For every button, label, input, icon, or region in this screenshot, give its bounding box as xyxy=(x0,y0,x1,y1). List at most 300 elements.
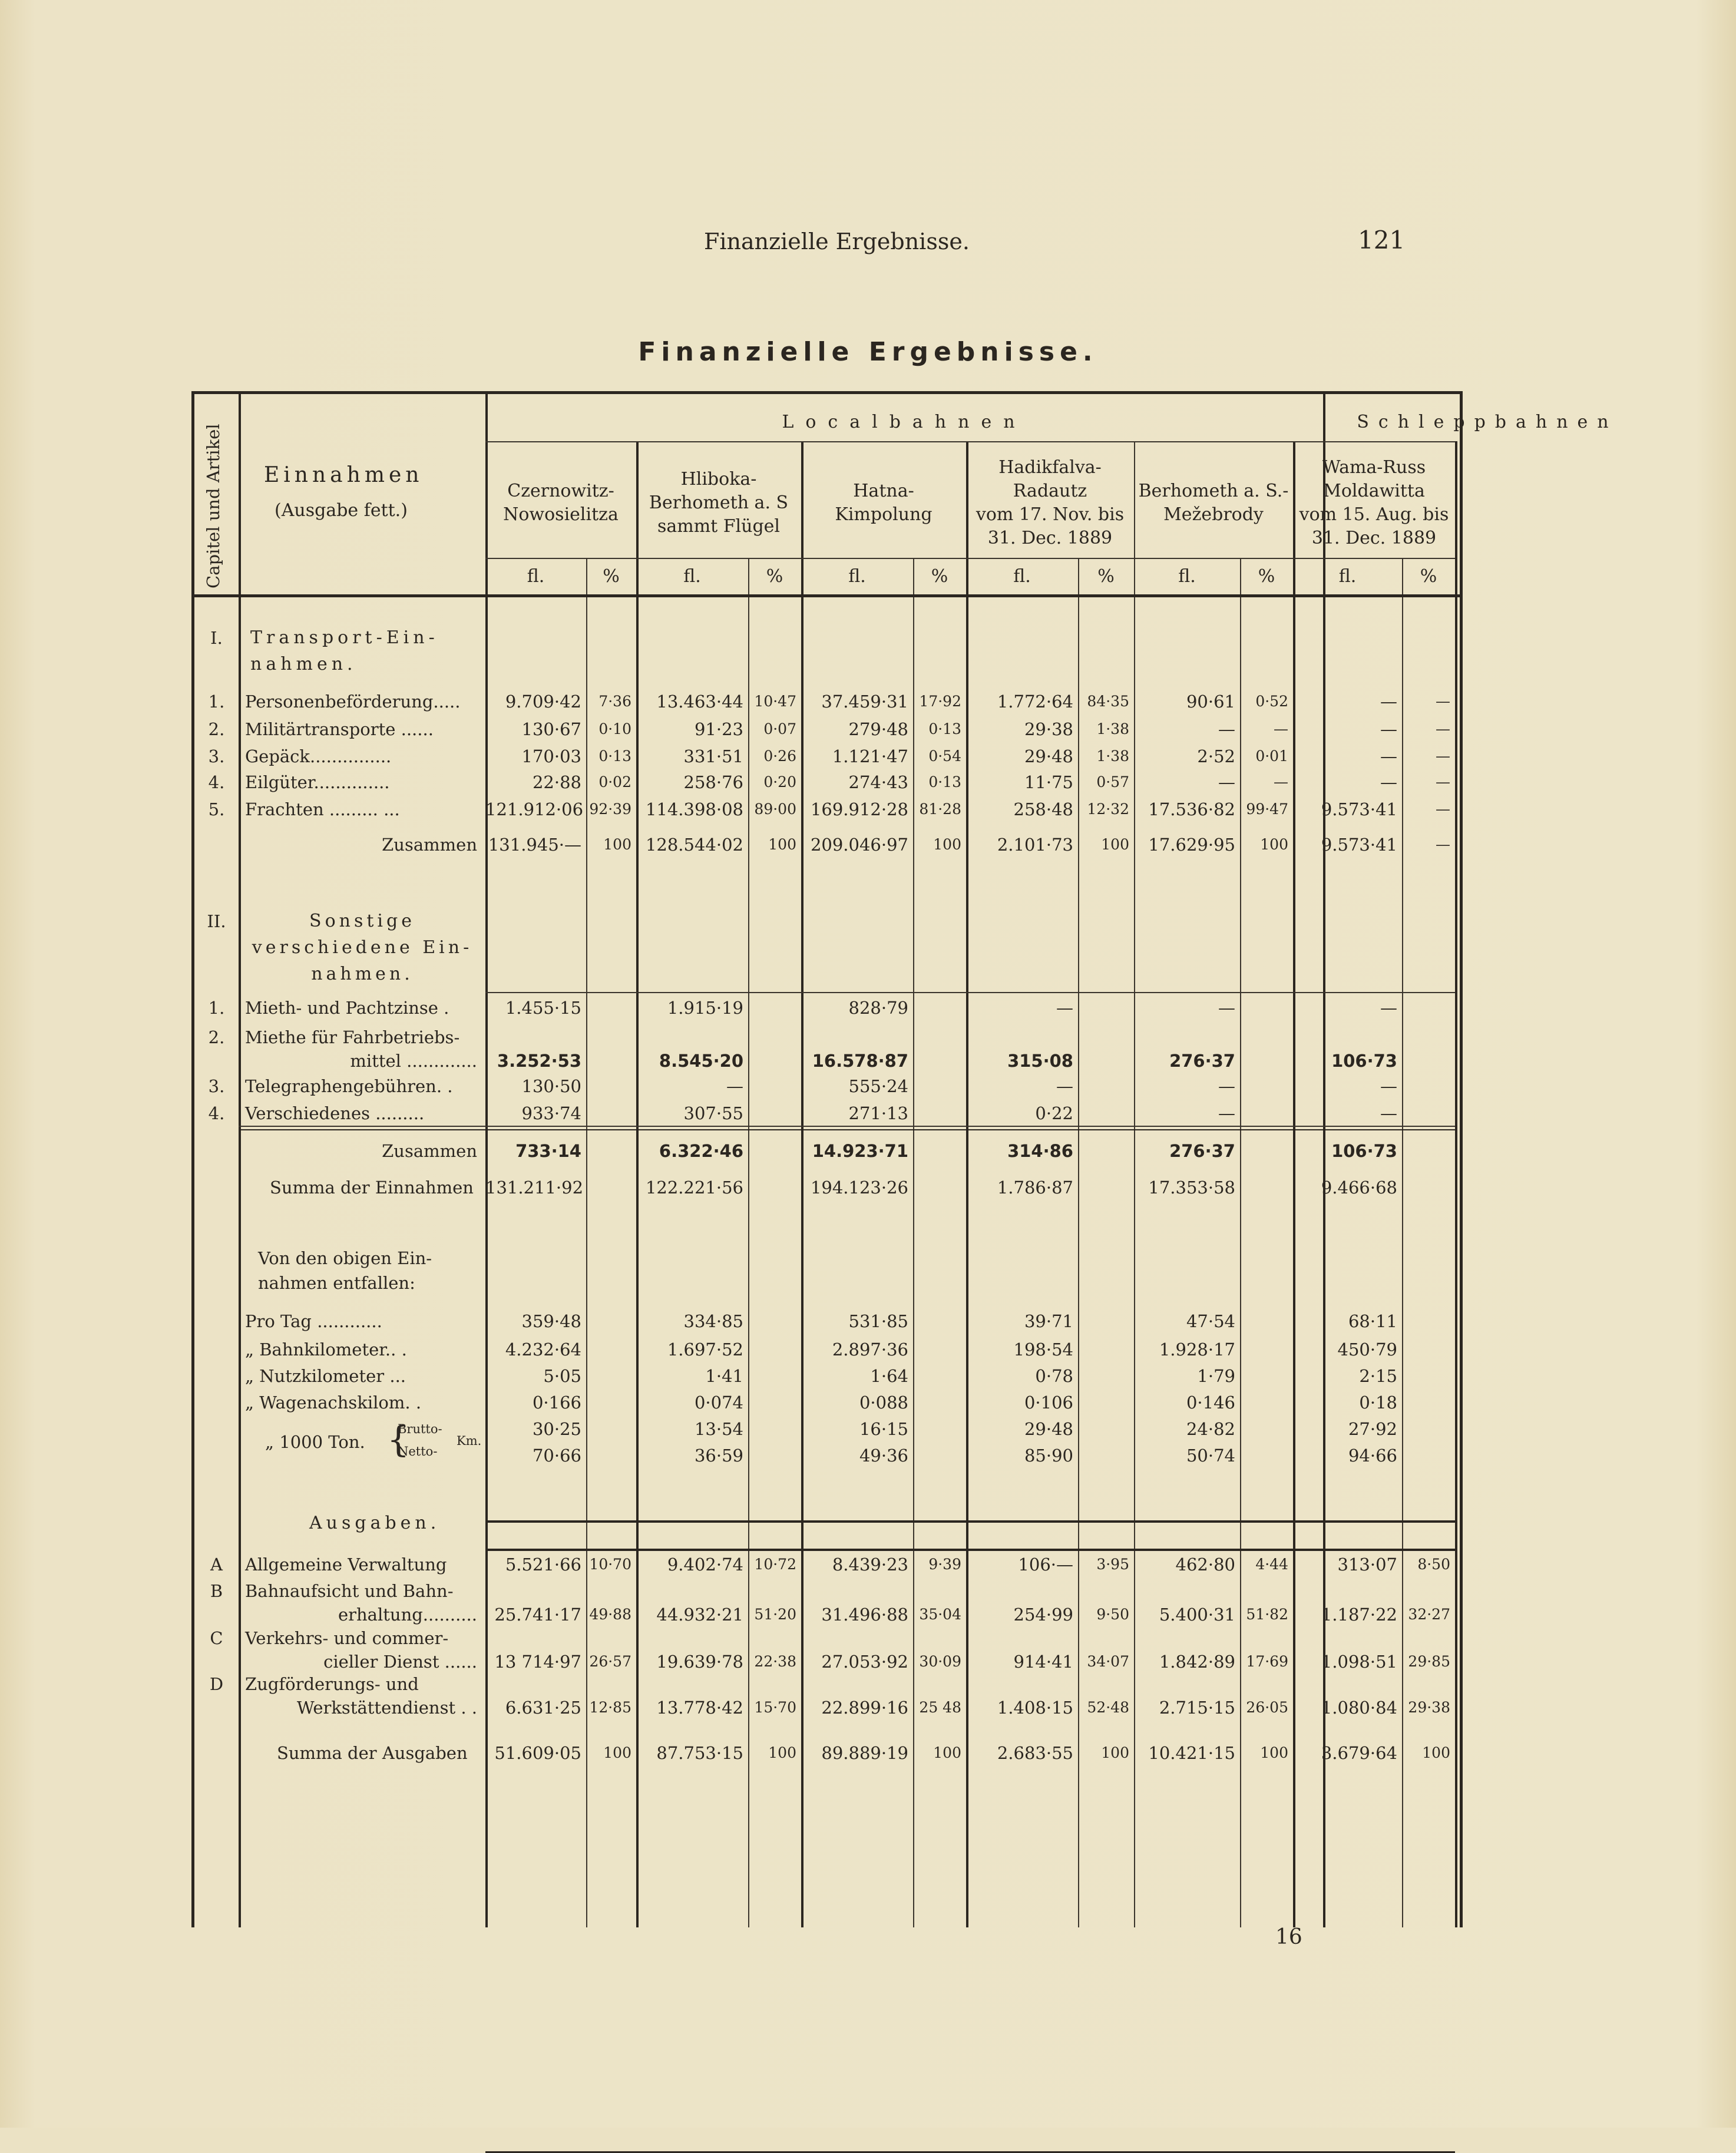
pct-value: 29·38 xyxy=(1408,1699,1450,1716)
pct-value: 100 xyxy=(603,1744,631,1761)
section-title: Sonstige xyxy=(309,911,415,931)
fl-value: 359·48 xyxy=(521,1311,581,1331)
pct-value: 100 xyxy=(1422,1744,1450,1761)
pct-value: 29·85 xyxy=(1408,1653,1450,1670)
fl-value: 13·54 xyxy=(694,1419,743,1439)
fl-value: 19.639·78 xyxy=(656,1652,743,1672)
row-number: D xyxy=(209,1674,224,1694)
fl-value: 314·86 xyxy=(1007,1141,1073,1161)
fl-value: 1.408·15 xyxy=(997,1698,1073,1718)
fl-value: 70·66 xyxy=(532,1446,581,1466)
row-number: II. xyxy=(207,911,226,931)
fl-value: 3.252·53 xyxy=(497,1051,581,1071)
fl-value: 91·23 xyxy=(694,719,743,739)
fl-value: 1.080·84 xyxy=(1321,1698,1397,1718)
pct-value: 30·09 xyxy=(919,1653,961,1670)
capitel-header: Capitel und Artikel xyxy=(203,424,223,588)
pct-value: 7·36 xyxy=(598,693,631,710)
unit-row-separator xyxy=(485,558,1455,559)
pct-value: 100 xyxy=(1101,1744,1129,1761)
fl-value: 3.679·64 xyxy=(1321,1743,1397,1763)
unit-fl: fl. xyxy=(848,566,866,587)
fl-value: 24·82 xyxy=(1186,1419,1235,1439)
pct-value: 100 xyxy=(933,1744,961,1761)
pct-value: 0·20 xyxy=(763,773,796,791)
row-label: Gepäck............... xyxy=(245,746,392,766)
zusammen2-rule-top xyxy=(239,1129,1455,1130)
row-label-cont: Werkstättendienst . . xyxy=(296,1698,477,1718)
fl-value: 1.187·22 xyxy=(1321,1605,1397,1625)
row-label: „ Wagenachskilom. . xyxy=(245,1393,422,1413)
pct-value: 25 48 xyxy=(919,1699,961,1716)
pct-value: 0·13 xyxy=(928,720,961,737)
fl-value: 276·37 xyxy=(1169,1141,1235,1161)
fl-value: 933·74 xyxy=(521,1103,581,1123)
transport-total-rule xyxy=(485,992,1455,993)
station-header-line: Czernowitz- xyxy=(507,481,614,501)
fl-value: 0·106 xyxy=(1024,1393,1073,1413)
pct-value: — xyxy=(1436,748,1450,765)
fl-value: 2.715·15 xyxy=(1159,1698,1235,1718)
fl-value: 130·67 xyxy=(521,719,581,739)
pct-value: 26·57 xyxy=(589,1653,631,1670)
station-header-line: Wama-Russ xyxy=(1322,457,1426,478)
fl-value: 17.629·95 xyxy=(1148,835,1235,855)
pct-value: 100 xyxy=(603,836,631,853)
fl-value: 1.915·19 xyxy=(667,998,743,1018)
row-number: 4. xyxy=(208,1103,225,1123)
section-title: nahmen entfallen: xyxy=(258,1273,415,1293)
fl-value: 22·88 xyxy=(532,772,581,792)
fl-value: 209.046·97 xyxy=(810,835,908,855)
pct-value: 0·26 xyxy=(763,748,796,765)
fl-value: 13.778·42 xyxy=(656,1698,743,1718)
pct-value: — xyxy=(1436,693,1450,710)
pct-value: 0·52 xyxy=(1255,693,1288,710)
fl-value: 0·074 xyxy=(694,1393,743,1413)
fl-value: — xyxy=(1218,719,1235,739)
fl-value: 1.772·64 xyxy=(997,692,1073,712)
fl-value: 307·55 xyxy=(683,1103,743,1123)
fl-value: 51.609·05 xyxy=(494,1743,581,1763)
pct-value: 0·02 xyxy=(598,773,631,791)
fl-value: — xyxy=(1380,772,1397,792)
running-head: Finanzielle Ergebnisse. xyxy=(704,229,970,254)
fl-value: 276·37 xyxy=(1169,1051,1235,1071)
fl-value: — xyxy=(1380,1103,1397,1123)
station-header-line: Kimpolung xyxy=(835,504,933,525)
row-number: 2. xyxy=(208,719,225,739)
fl-value: — xyxy=(1218,772,1235,792)
pct-value: 3·95 xyxy=(1096,1556,1129,1573)
station-header-line: 31. Dec. 1889 xyxy=(1311,528,1437,548)
station-header-line: Berhometh a. S xyxy=(649,492,789,513)
pct-value: 0·13 xyxy=(598,748,631,765)
row-label: „ 1000 Ton. xyxy=(265,1432,365,1452)
pct-value: 100 xyxy=(768,836,796,853)
fl-value: 29·48 xyxy=(1024,746,1073,766)
row-number: C xyxy=(210,1628,223,1648)
row-label: Telegraphengebühren. . xyxy=(245,1076,453,1096)
row-number: 5. xyxy=(208,799,225,819)
pct-value: 10·47 xyxy=(754,693,796,710)
pct-value: 1·38 xyxy=(1096,748,1129,765)
row-label-cont: mittel ............. xyxy=(350,1051,477,1071)
station-header-line: Nowosielitza xyxy=(503,504,619,525)
fl-value: 27.053·92 xyxy=(821,1652,908,1672)
fl-value: 128.544·02 xyxy=(645,835,743,855)
einnahmen-header: Einnahmen xyxy=(264,463,424,487)
pct-value: 100 xyxy=(1260,1744,1288,1761)
fl-value: 22.899·16 xyxy=(821,1698,908,1718)
fl-value: 1·64 xyxy=(870,1366,908,1386)
pct-value: 100 xyxy=(1101,836,1129,853)
pct-value: 0·10 xyxy=(598,720,631,737)
pct-value: 17·92 xyxy=(919,693,961,710)
fl-value: 194.123·26 xyxy=(810,1178,908,1198)
pct-value: 12·32 xyxy=(1087,801,1129,818)
pct-value: 9·50 xyxy=(1096,1606,1129,1623)
row-number: 4. xyxy=(208,772,225,792)
fl-value: 733·14 xyxy=(515,1141,581,1161)
ton-netto: Netto- xyxy=(398,1444,438,1459)
pct-value: 1·38 xyxy=(1096,720,1129,737)
pct-value: — xyxy=(1274,720,1288,737)
fl-value: 198·54 xyxy=(1013,1340,1073,1360)
pct-value: 32·27 xyxy=(1408,1606,1450,1623)
fl-value: 94·66 xyxy=(1348,1446,1397,1466)
zusammen1-rule xyxy=(239,1126,1455,1127)
fl-value: — xyxy=(726,1076,743,1096)
pct-value: 0·01 xyxy=(1255,748,1288,765)
sonstige-total-bottom xyxy=(485,1549,1455,1551)
row-number: I. xyxy=(210,628,223,648)
ausgabe-fett-note: (Ausgabe fett.) xyxy=(275,500,408,521)
pct-value: 4·44 xyxy=(1255,1556,1288,1573)
station-header-line: 31. Dec. 1889 xyxy=(987,528,1113,548)
row-number: 1. xyxy=(208,998,225,1018)
fl-value: 1·79 xyxy=(1197,1366,1235,1386)
fl-value: 68·11 xyxy=(1348,1311,1397,1331)
fl-value: 0·78 xyxy=(1035,1366,1073,1386)
ton-km: Km. xyxy=(457,1434,482,1448)
fl-value: 2.897·36 xyxy=(832,1340,908,1360)
fl-value: 13 714·97 xyxy=(494,1652,581,1672)
row-label: Zugförderungs- und xyxy=(245,1674,419,1694)
fl-value: 9.709·42 xyxy=(505,692,581,712)
pct-value: 89·00 xyxy=(754,801,796,818)
sonstige-total-top xyxy=(485,1520,1455,1523)
fl-value: 462·80 xyxy=(1175,1555,1235,1575)
row-label: Zusammen xyxy=(382,835,477,855)
fl-value: 331·51 xyxy=(683,746,743,766)
fl-value: 122.221·56 xyxy=(645,1178,743,1198)
header-separator xyxy=(194,594,1460,597)
fl-value: 8.439·23 xyxy=(832,1555,908,1575)
fl-value: 16·15 xyxy=(859,1419,908,1439)
fl-value: 0·088 xyxy=(859,1393,908,1413)
pct-value: 34·07 xyxy=(1087,1653,1129,1670)
finance-table xyxy=(191,391,1618,1927)
unit-pct: % xyxy=(1420,566,1437,587)
ton-brutto: Brutto- xyxy=(398,1422,442,1436)
unit-pct: % xyxy=(931,566,948,587)
fl-value: 16.578·87 xyxy=(812,1051,908,1071)
unit-pct: % xyxy=(603,566,620,587)
unit-fl: fl. xyxy=(1338,566,1357,587)
fl-value: — xyxy=(1380,998,1397,1018)
unit-pct: % xyxy=(766,566,783,587)
pct-value: — xyxy=(1436,773,1450,791)
fl-value: — xyxy=(1056,998,1073,1018)
fl-value: 5.400·31 xyxy=(1159,1605,1235,1625)
row-label: „ Nutzkilometer ... xyxy=(245,1366,406,1386)
station-header-line: vom 17. Nov. bis xyxy=(976,504,1125,525)
fl-value: 254·99 xyxy=(1013,1605,1073,1625)
fl-value: 131.945·— xyxy=(488,835,581,855)
fl-value: 334·85 xyxy=(683,1311,743,1331)
row-label: Bahnaufsicht und Bahn- xyxy=(245,1581,454,1601)
fl-value: 14.923·71 xyxy=(812,1141,908,1161)
fl-value: 36·59 xyxy=(694,1446,743,1466)
row-label: Verschiedenes ......... xyxy=(245,1103,425,1123)
fl-value: 37.459·31 xyxy=(821,692,908,712)
row-number: B xyxy=(210,1581,223,1601)
pct-value: — xyxy=(1436,801,1450,818)
fl-value: 9.573·41 xyxy=(1321,835,1397,855)
row-label: Summa der Einnahmen xyxy=(270,1178,474,1198)
pct-value: 84·35 xyxy=(1087,693,1129,710)
fl-value: 106·— xyxy=(1018,1555,1073,1575)
fl-value: 10.421·15 xyxy=(1148,1743,1235,1763)
fl-value: — xyxy=(1056,1076,1073,1096)
fl-value: 29·48 xyxy=(1024,1419,1073,1439)
page-title: Finanzielle Ergebnisse. xyxy=(638,337,1098,367)
row-number: A xyxy=(210,1555,223,1575)
section-title: verschiedene Ein- xyxy=(252,937,473,958)
fl-value: 315·08 xyxy=(1007,1051,1073,1071)
fl-value: 89.889·19 xyxy=(821,1743,908,1763)
fl-value: 271·13 xyxy=(848,1103,908,1123)
station-header-line: Hliboka- xyxy=(680,469,757,490)
fl-value: 1·41 xyxy=(705,1366,743,1386)
pct-value: 17·69 xyxy=(1246,1653,1288,1670)
fl-value: 85·90 xyxy=(1024,1446,1073,1466)
pct-value: 35·04 xyxy=(919,1606,961,1623)
fl-value: 274·43 xyxy=(848,772,908,792)
pct-value: 0·54 xyxy=(928,748,961,765)
localbahnen-separator xyxy=(485,441,1455,442)
fl-value: 0·18 xyxy=(1359,1393,1397,1413)
fl-value: 47·54 xyxy=(1186,1311,1235,1331)
fl-value: 130·50 xyxy=(521,1076,581,1096)
row-number: 1. xyxy=(208,692,225,712)
fl-value: 90·61 xyxy=(1186,692,1235,712)
fl-value: 9.402·74 xyxy=(667,1555,743,1575)
fl-value: 87.753·15 xyxy=(656,1743,743,1763)
station-header-line: vom 15. Aug. bis xyxy=(1299,504,1449,525)
fl-value: 1.697·52 xyxy=(667,1340,743,1360)
unit-fl: fl. xyxy=(527,566,545,587)
pct-value: — xyxy=(1436,836,1450,853)
section-title: nahmen. xyxy=(250,654,357,674)
station-header-line: Moldawitta xyxy=(1323,481,1425,501)
brace-icon: { xyxy=(387,1419,410,1460)
row-label: Verkehrs- und commer- xyxy=(245,1628,449,1648)
pct-value: 10·72 xyxy=(754,1556,796,1573)
fl-value: 1.098·51 xyxy=(1321,1652,1397,1672)
fl-value: — xyxy=(1218,1076,1235,1096)
row-label: Allgemeine Verwaltung xyxy=(245,1555,447,1575)
fl-value: 121.912·06 xyxy=(485,799,584,819)
pct-value: 99·47 xyxy=(1246,801,1288,818)
fl-value: 450·79 xyxy=(1337,1340,1397,1360)
station-header-line: Berhometh a. S.- xyxy=(1138,481,1289,501)
row-label: Eilgüter.............. xyxy=(245,772,390,792)
fl-value: 106·73 xyxy=(1331,1051,1397,1071)
pct-value: 52·48 xyxy=(1087,1699,1129,1716)
fl-value: 1.786·87 xyxy=(997,1178,1073,1198)
fl-value: 50·74 xyxy=(1186,1446,1235,1466)
fl-value: — xyxy=(1218,1103,1235,1123)
fl-value: — xyxy=(1380,746,1397,766)
pct-value: 49·88 xyxy=(589,1606,631,1623)
unit-fl: fl. xyxy=(1178,566,1196,587)
fl-value: 114.398·08 xyxy=(645,799,743,819)
fl-value: 39·71 xyxy=(1024,1311,1073,1331)
fl-value: 17.536·82 xyxy=(1148,799,1235,819)
row-label: Summa der Ausgaben xyxy=(277,1743,468,1763)
column-rule xyxy=(1455,441,1457,1927)
row-label-cont: cieller Dienst ...... xyxy=(323,1652,477,1672)
fl-value: 313·07 xyxy=(1337,1555,1397,1575)
unit-pct: % xyxy=(1097,566,1115,587)
pct-value: 0·07 xyxy=(763,720,796,737)
sheet-number: 16 xyxy=(1275,1925,1302,1949)
pct-value: 100 xyxy=(933,836,961,853)
schleppbahnen-header: Schleppbahnen xyxy=(1357,412,1618,432)
fl-value: — xyxy=(1380,719,1397,739)
fl-value: 828·79 xyxy=(848,998,908,1018)
fl-value: 29·38 xyxy=(1024,719,1073,739)
station-header-line: sammt Flügel xyxy=(657,516,781,537)
fl-value: 531·85 xyxy=(848,1311,908,1331)
fl-value: — xyxy=(1218,998,1235,1018)
pct-value: 12·85 xyxy=(589,1699,631,1716)
row-number: 3. xyxy=(208,746,225,766)
row-number: 2. xyxy=(208,1027,225,1047)
unit-fl: fl. xyxy=(683,566,701,587)
pct-value: 81·28 xyxy=(919,801,961,818)
fl-value: 2.683·55 xyxy=(997,1743,1073,1763)
station-header-line: Hatna- xyxy=(853,481,914,501)
pct-value: 100 xyxy=(768,1744,796,1761)
row-label: Militärtransporte ...... xyxy=(245,719,434,739)
row-label: Mieth- und Pachtzinse . xyxy=(245,998,449,1018)
fl-value: 258·76 xyxy=(683,772,743,792)
pct-value: 26·05 xyxy=(1246,1699,1288,1716)
section-title: Transport-Ein- xyxy=(250,627,439,648)
fl-value: 0·146 xyxy=(1186,1393,1235,1413)
fl-value: 0·166 xyxy=(532,1393,581,1413)
fl-value: 27·92 xyxy=(1348,1419,1397,1439)
fl-value: 1.455·15 xyxy=(505,998,581,1018)
fl-value: 1.121·47 xyxy=(832,746,908,766)
fl-value: — xyxy=(1380,1076,1397,1096)
fl-value: 555·24 xyxy=(848,1076,908,1096)
fl-value: 2·15 xyxy=(1359,1366,1397,1386)
fl-value: 914·41 xyxy=(1013,1652,1073,1672)
fl-value: 170·03 xyxy=(521,746,581,766)
pct-value: 0·57 xyxy=(1096,773,1129,791)
row-label-cont: erhaltung.......... xyxy=(338,1605,477,1625)
pct-value: — xyxy=(1274,773,1288,791)
fl-value: 4.232·64 xyxy=(505,1340,581,1360)
pct-value: 51·82 xyxy=(1246,1606,1288,1623)
pct-value: 15·70 xyxy=(754,1699,796,1716)
row-label: Miethe für Fahrbetriebs- xyxy=(245,1027,460,1047)
localbahnen-header: Localbahnen xyxy=(782,412,1027,432)
fl-value: 131.211·92 xyxy=(485,1178,584,1198)
fl-value: 8.545·20 xyxy=(659,1051,743,1071)
pct-value: 10·70 xyxy=(589,1556,631,1573)
row-label: Pro Tag ............ xyxy=(245,1311,382,1331)
fl-value: 6.322·46 xyxy=(659,1141,743,1161)
fl-value: 13.463·44 xyxy=(656,692,743,712)
unit-pct: % xyxy=(1258,566,1275,587)
row-label: Frachten ......... ... xyxy=(245,799,400,819)
pct-value: 92·39 xyxy=(589,801,631,818)
fl-value: 279·48 xyxy=(848,719,908,739)
pct-value: 51·20 xyxy=(754,1606,796,1623)
row-number: 3. xyxy=(208,1076,225,1096)
fl-value: 1.928·17 xyxy=(1159,1340,1235,1360)
section-title: nahmen. xyxy=(311,964,414,984)
fl-value: 169.912·28 xyxy=(810,799,908,819)
fl-value: 5·05 xyxy=(543,1366,581,1386)
row-label: „ Bahnkilometer.. . xyxy=(245,1340,407,1360)
pct-value: 9·39 xyxy=(928,1556,961,1573)
fl-value: 31.496·88 xyxy=(821,1605,908,1625)
pct-value: 22·38 xyxy=(754,1653,796,1670)
fl-value: 2.101·73 xyxy=(997,835,1073,855)
fl-value: 44.932·21 xyxy=(656,1605,743,1625)
fl-value: 17.353·58 xyxy=(1148,1178,1235,1198)
fl-value: 49·36 xyxy=(859,1446,908,1466)
row-label: Personenbeförderung..... xyxy=(245,692,461,712)
fl-value: 25.741·17 xyxy=(494,1605,581,1625)
row-label: Zusammen xyxy=(382,1141,477,1161)
fl-value: 9.573·41 xyxy=(1321,799,1397,819)
fl-value: 1.842·89 xyxy=(1159,1652,1235,1672)
fl-value: — xyxy=(1380,692,1397,712)
fl-value: 106·73 xyxy=(1331,1141,1397,1161)
fl-value: 11·75 xyxy=(1024,772,1073,792)
station-header-line: Mežebrody xyxy=(1163,504,1264,525)
fl-value: 6.631·25 xyxy=(505,1698,581,1718)
pct-value: 8·50 xyxy=(1417,1556,1450,1573)
unit-fl: fl. xyxy=(1013,566,1031,587)
section-title: Von den obigen Ein- xyxy=(258,1248,432,1268)
fl-value: 2·52 xyxy=(1197,746,1235,766)
pct-value: — xyxy=(1436,720,1450,737)
fl-value: 258·48 xyxy=(1013,799,1073,819)
section-title: Ausgaben. xyxy=(309,1513,441,1533)
fl-value: 30·25 xyxy=(532,1419,581,1439)
page-number: 121 xyxy=(1358,226,1406,254)
fl-value: 9.466·68 xyxy=(1321,1178,1397,1198)
column-rule xyxy=(239,394,241,1927)
